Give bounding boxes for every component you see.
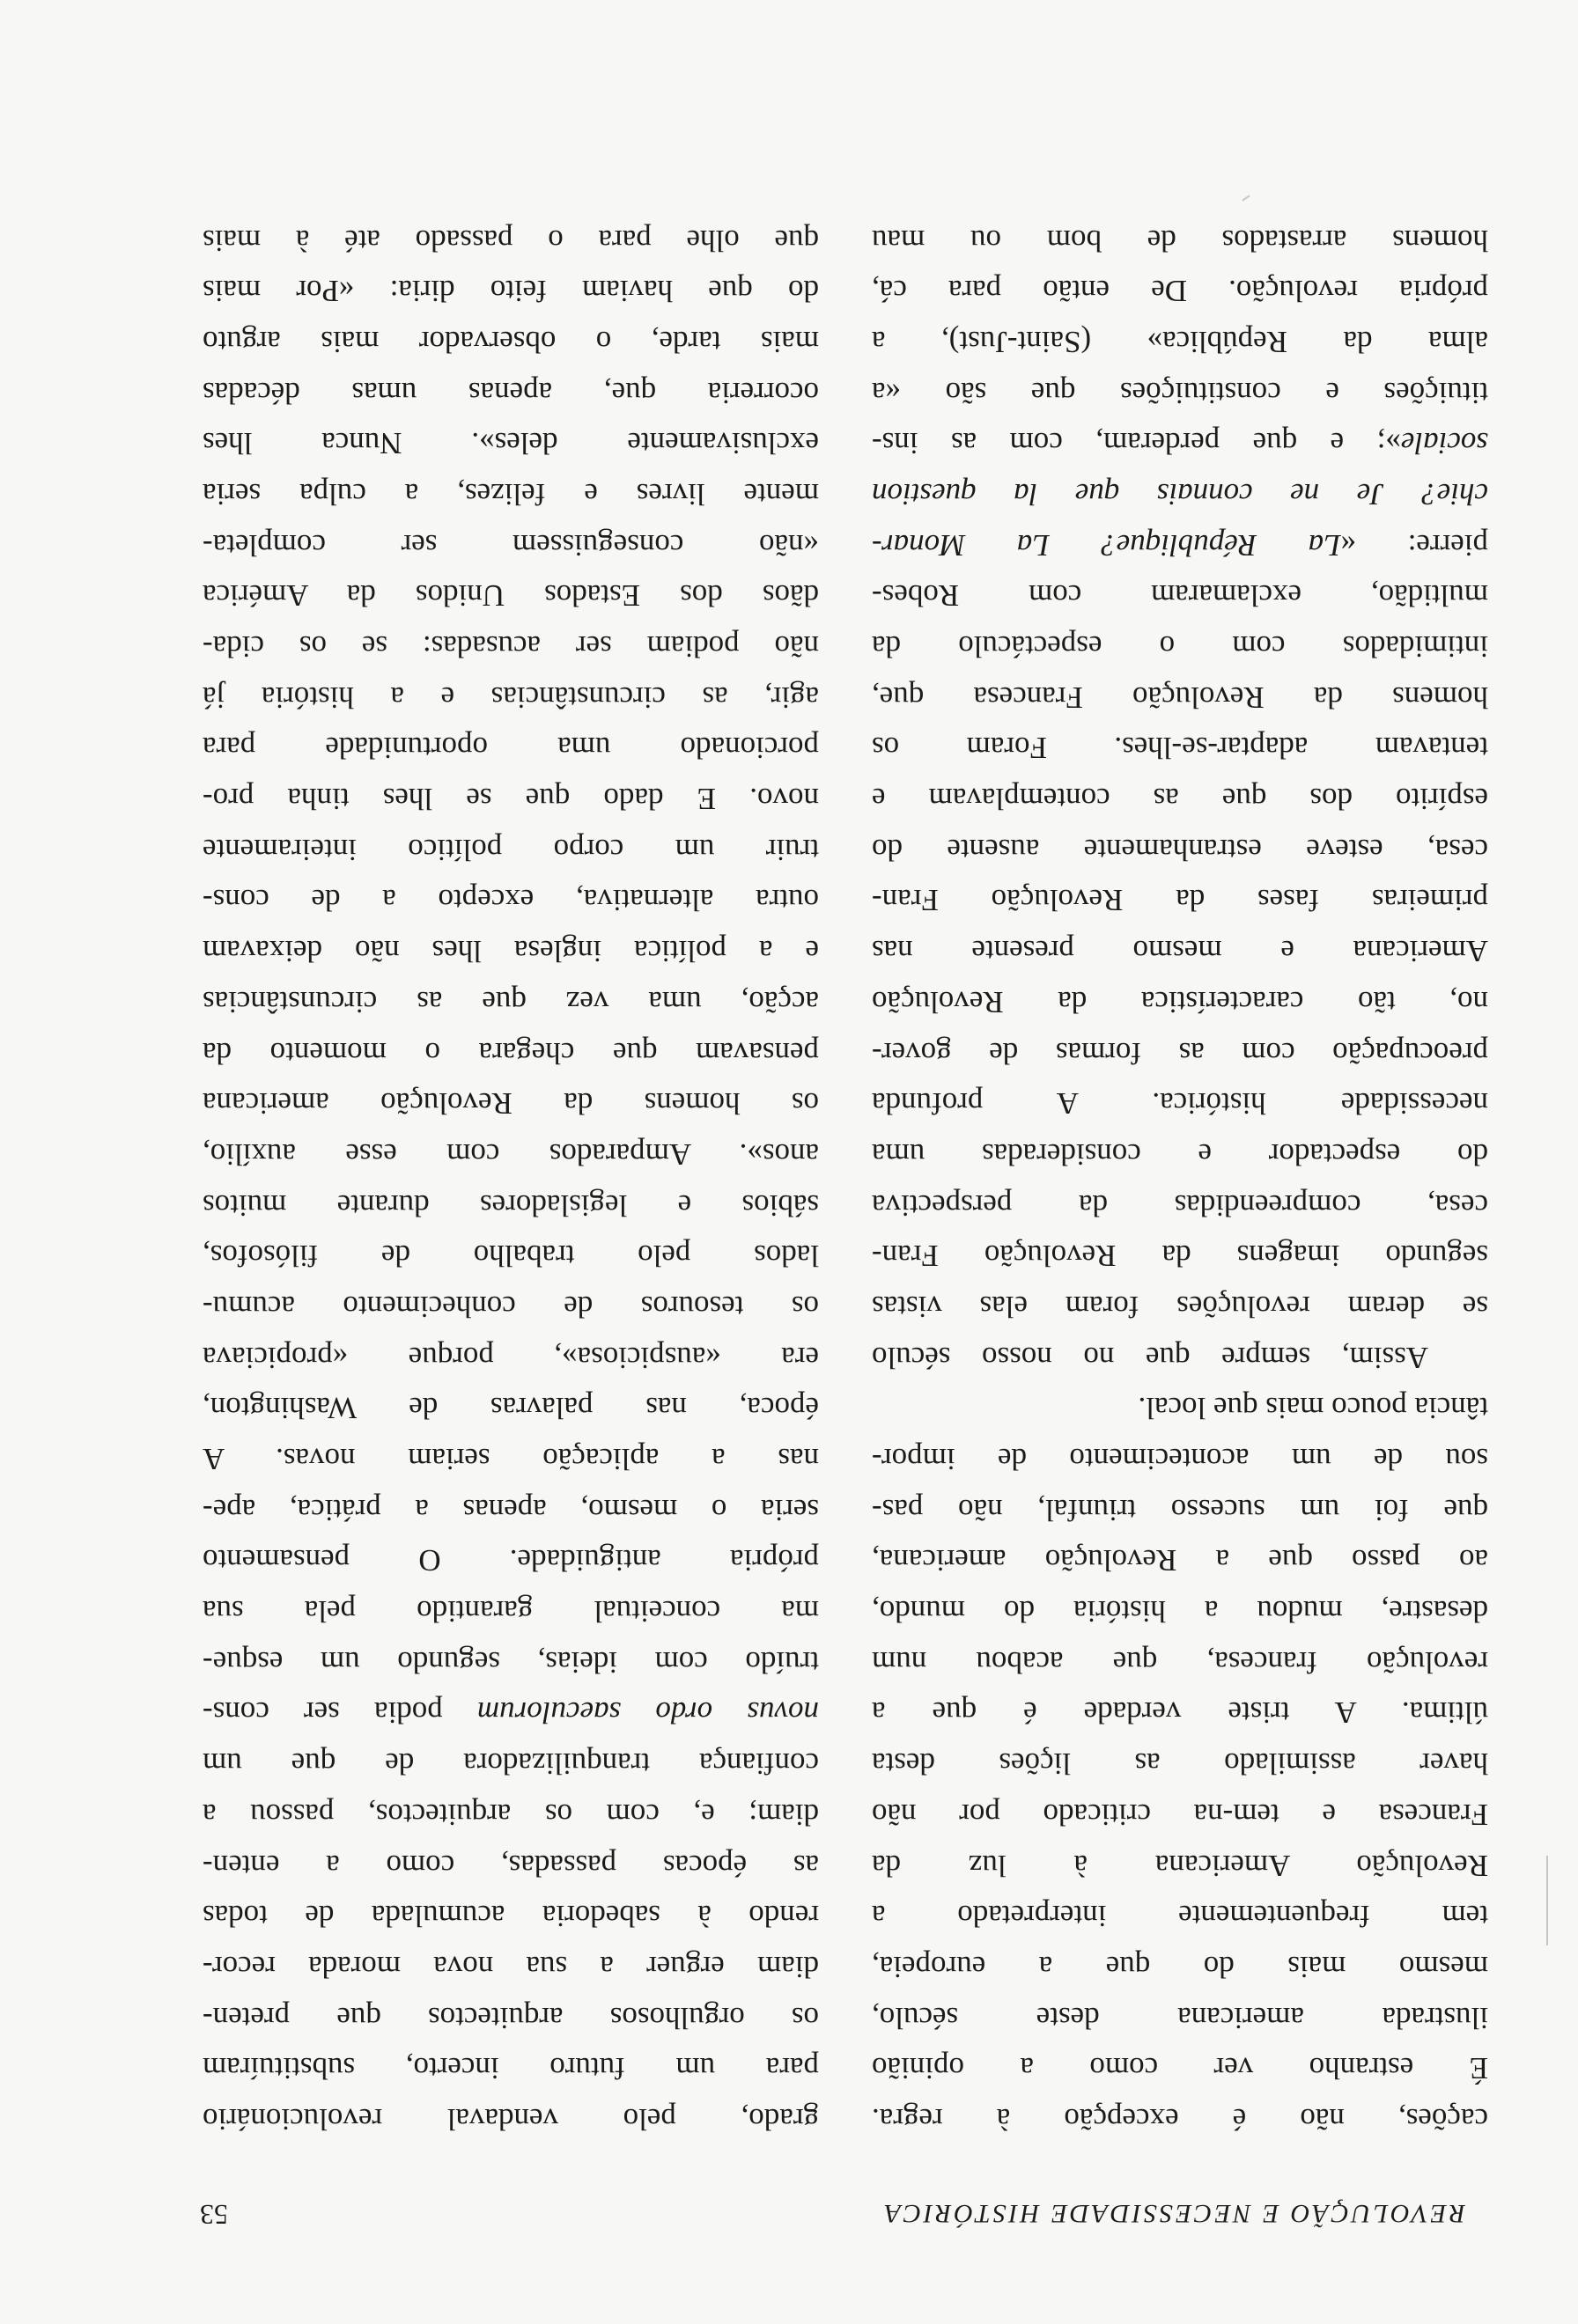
text-line: cesa, compreendidas da perspectiva (872, 1188, 1488, 1223)
paragraph (203, 215, 819, 2144)
text-line: primeiras fases da Revolução Fran- (872, 883, 1488, 918)
italic-text: sociale (1400, 426, 1488, 461)
text-line: tem frequentemente interpretado a (872, 1899, 1488, 1934)
text-line: cações, não é excepção à regra. (872, 2102, 1488, 2136)
text-line: segundo imagens da Revolução Fran- (872, 1239, 1488, 1274)
text-line: cesa, esteve estranhamente ausente do (872, 832, 1488, 867)
text-line (203, 1688, 819, 1739)
text-line: mente livres e felizes, a culpa seria (203, 477, 819, 511)
text-line (872, 418, 1488, 469)
text-line: diam erguer a sua nova morada recor- (203, 1949, 819, 1984)
text-line: Francesa e tem-na criticado por não (872, 1797, 1488, 1832)
running-head (882, 2195, 1465, 2231)
text-line (872, 519, 1488, 570)
text-line: rendo à sabedoria acumulada de todas (203, 1899, 819, 1934)
text-line: era «auspiciosa», porque «propiciava (203, 1340, 819, 1375)
text-line: tância pouco mais que local. (1138, 1391, 1488, 1426)
text-line (872, 468, 1488, 519)
text-line: e a política inglesa lhes não deixavam (203, 934, 819, 969)
text-line: os homens da Revolução americana (203, 1086, 819, 1122)
text-line: intimidados com o espectáculo da (872, 629, 1488, 665)
text-line: multidão, exclamaram com Robes- (872, 578, 1488, 614)
text-line: não podiam ser acusadas: se os cida- (203, 629, 819, 665)
italic-text: La République? La Monar- (872, 527, 1341, 563)
text-line: grado, pelo vendaval revolucionário (203, 2102, 819, 2136)
text-line: sou de um acontecimento de impor- (872, 1442, 1488, 1477)
text-line: porcionado uma oportunidade para (203, 731, 819, 766)
text-column (872, 215, 1488, 2144)
text-line: que olhe para o passado até à mais (203, 223, 819, 258)
page-number: 53 (200, 2199, 228, 2231)
text-line: mais tarde, o observador mais arguto (203, 324, 819, 359)
text-line: truído com ideias, segundo um esque- (203, 1644, 819, 1680)
text-line: Assim, sempre que no nosso século (872, 1340, 1428, 1375)
text-line: outra alternativa, excepto a de cons- (203, 883, 819, 918)
text-line: se deram revoluções foram elas vistas (872, 1290, 1488, 1324)
text-line: lados pelo trabalho de filósofos, (203, 1239, 819, 1274)
text-line: truir um corpo político inteiramente (203, 832, 819, 867)
text-line: os orgulhosos arquitectos que preten- (203, 2000, 819, 2035)
text-line: última. A triste verdade é que a (872, 1695, 1488, 1731)
text-line: «não conseguissem ser completa- (203, 527, 819, 563)
italic-text: chie? Je ne connais que la question (872, 477, 1488, 511)
text-line: homens da Revolução Francesa que, (872, 680, 1488, 715)
text-segment: »; e que perderam, com as ins- (872, 426, 1401, 461)
text-line: confiança tranquilizadora de que um (203, 1747, 819, 1782)
text-line: para um futuro incerto, substituíram (203, 2051, 819, 2086)
text-line: anos». Amparados com esse auxílio, (203, 1136, 819, 1172)
text-line: seria o mesmo, apenas a prática, ape- (203, 1492, 819, 1527)
italic-text: novus ordo saeculorum (476, 1695, 819, 1731)
text-line: Revolução Americana à luz da (872, 1848, 1488, 1883)
text-line: revolução francesa, que acabou num (872, 1644, 1488, 1680)
text-line: agir, as circunstâncias e a história já (203, 680, 819, 715)
text-line: desastre, mudou a história do mundo, (872, 1594, 1488, 1629)
text-line: espírito dos que as contemplavam e (872, 782, 1488, 817)
text-line: dãos dos Estados Unidos da América (203, 578, 819, 614)
text-line: alma da República» (Saint-Just), a (872, 324, 1488, 359)
text-line: novo. E dado que se lhes tinha pro- (203, 782, 819, 817)
text-column (203, 215, 819, 2144)
text-line: ma conceitual garantido pela sua (203, 1594, 819, 1629)
text-line: diam; e, com os arquitectos, passou a (203, 1797, 819, 1832)
text-line: sábios e legisladores durante muitos (203, 1188, 819, 1223)
text-line: É estranho ver como a opinião (872, 2051, 1488, 2086)
text-line: necessidade histórica. A profunda (872, 1086, 1488, 1122)
text-line: ao passo que a Revolução americana, (872, 1543, 1488, 1578)
text-line: nas a aplicação seriam novas. A (203, 1442, 819, 1477)
text-line: Americana e mesmo presente nas (872, 934, 1488, 969)
text-line: homens arrastados de bom ou mau (872, 223, 1488, 258)
text-line: no, tão característica da Revolução (872, 984, 1488, 1019)
text-line: própria antiguidade. O pensamento (203, 1543, 819, 1578)
text-line: do espectador e consideradas uma (872, 1136, 1488, 1172)
scan-mark (1546, 1856, 1548, 1945)
text-line: tituições e constituições que são «a (872, 375, 1488, 410)
scan-mark (1242, 195, 1250, 201)
running-head-title: REVOLUÇÃO E NECESSIDADE HISTÓRICA (881, 2199, 1465, 2228)
text-line: ilustrada americana deste século, (872, 2000, 1488, 2035)
text-line: pensavam que chegara o momento da (203, 1035, 819, 1070)
text-line: ocorreria que, apenas umas décadas (203, 375, 819, 410)
text-line: do que haviam feito diria: «Por mais (203, 274, 819, 309)
text-line: preocupação com as formas de gover- (872, 1035, 1488, 1070)
text-segment: pierre: « (1340, 527, 1488, 563)
text-line: as épocas passadas, como a enten- (203, 1848, 819, 1883)
text-line: própria revolução. De então para cá, (872, 274, 1488, 309)
paragraph (872, 1383, 1488, 2144)
text-line: época, nas palavras de Washington, (203, 1391, 819, 1426)
text-line: os tesouros de conhecimento acumu- (203, 1290, 819, 1324)
paragraph (872, 215, 1488, 1383)
text-line: tentavam adaptar-se-lhes. Foram os (872, 731, 1488, 766)
text-line: que foi um sucesso triunfal, não pas- (872, 1492, 1488, 1527)
text-line: exclusivamente deles». Nunca lhes (203, 426, 819, 461)
text-segment: podia ser cons- (203, 1695, 477, 1731)
text-line: haver assimilado as lições desta (872, 1747, 1488, 1782)
text-line: acção, uma vez que as circunstâncias (203, 984, 819, 1019)
text-line: mesmo mais do que a europeia, (872, 1949, 1488, 1984)
